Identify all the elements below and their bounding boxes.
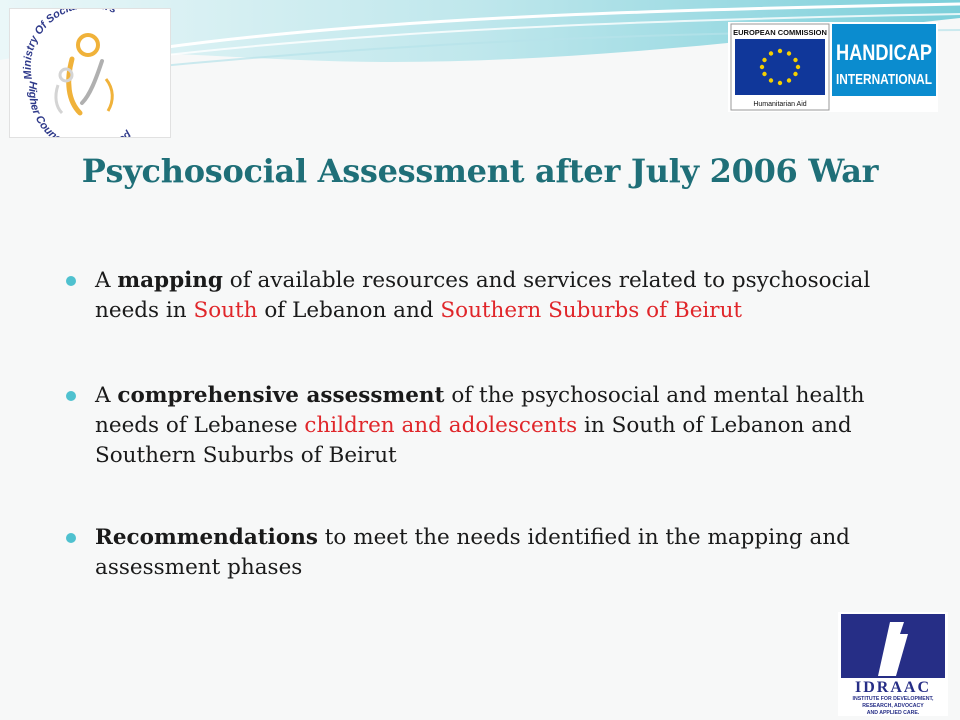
idraac-logo [838,612,948,716]
bullet-text: of the psychosocial and mental health needs of Lebanese [95,383,865,438]
bullet-highlight: Southern Suburbs of Beirut [440,298,743,323]
european-commission-logo [731,24,829,110]
bullet-item-mapping [62,266,892,326]
idraac-name: IDRAAC [855,679,931,696]
bullet-emphasis: mapping [117,268,223,293]
eu-bottom-label: Humanitarian Aid [753,101,807,108]
eu-top-label: EUROPEAN COMMISSION [733,28,827,37]
bullet-text: in South of Lebanon and Southern Suburbs of Beirut [95,413,852,468]
handicap-international-logo [832,24,936,96]
partner-logos [728,22,938,112]
ministry-logo-arc-bottom: Higher Coun d [26,80,134,137]
bullet-highlight: South [193,298,258,323]
ministry-logo-arc-top: Ministry Of Soci s [21,9,119,81]
bullet-list [62,266,892,638]
bullet-text: to meet the needs identified in the mapping and assessment phases [95,525,850,580]
bullet-text: A [95,383,118,408]
idraac-tagline-1: INSTITUTE FOR DEVELOPMENT, [852,696,934,702]
ministry-logo [9,8,171,138]
handicap-line1: HANDICAP [836,40,932,65]
bullet-text: A [95,268,118,293]
bullet-item-assessment [62,381,892,471]
slide-title: Psychosocial Assessment after July 2006 War [81,152,879,190]
bullet-emphasis: Recommendations [95,525,318,550]
bullet-item-recommendations [62,523,892,583]
idraac-tagline-2: RESEARCH, ADVOCACY [862,703,924,709]
bullet-highlight: children and adolescents [304,413,578,438]
bullet-text: of available resources and services related to psychosocial needs in [95,268,871,323]
idraac-tagline-3: AND APPLIED CARE. [866,710,920,716]
handicap-line2: INTERNATIONAL [836,71,932,88]
bullet-emphasis: comprehensive assessment [117,383,445,408]
family-figures-icon [56,35,112,113]
bullet-text: of Lebanon and [257,298,441,323]
